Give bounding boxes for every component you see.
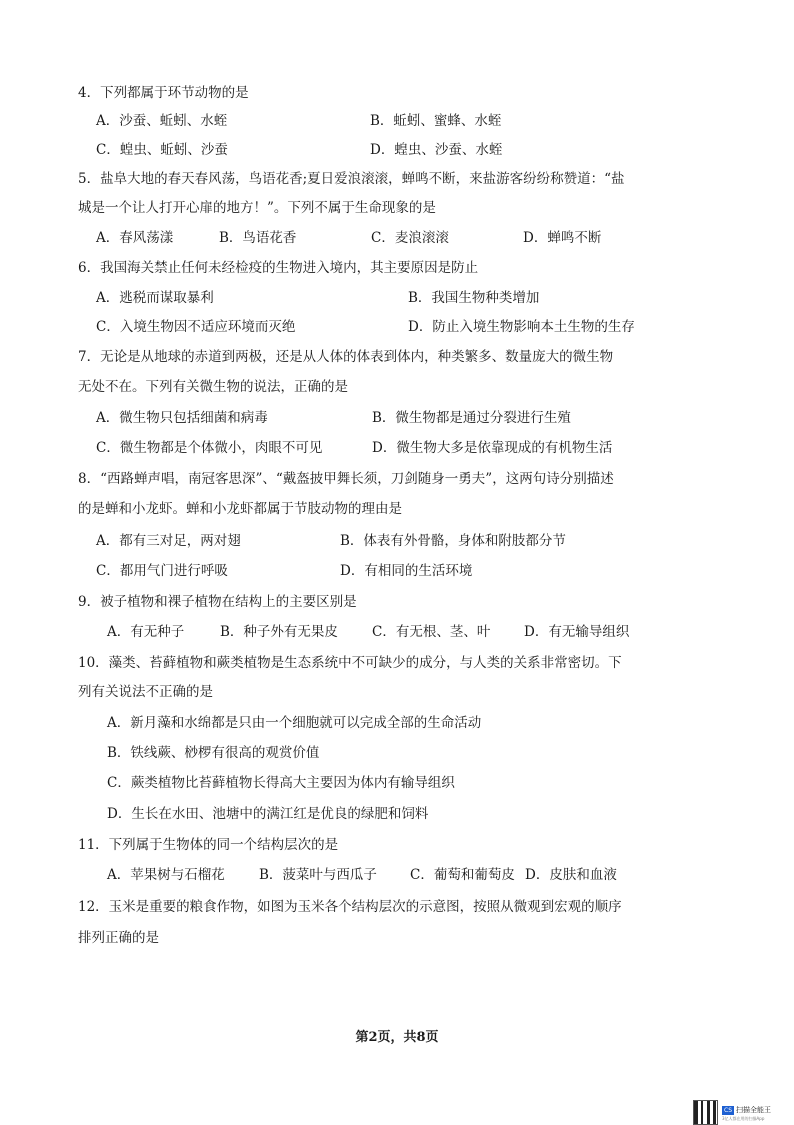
question-12-stem-line1: 12．玉米是重要的粮食作物，如图为玉米各个结构层次的示意图，按照从微观到宏观的顺序 <box>78 899 622 915</box>
question-4-option-b: B．蚯蚓、蜜蜂、水蛭 <box>370 113 502 129</box>
question-11-option-a: A．苹果树与石榴花 <box>107 867 225 883</box>
question-11-option-b: B．菠菜叶与西瓜子 <box>259 867 377 883</box>
question-4-option-d: D．蝗虫、沙蚕、水蛭 <box>370 142 503 158</box>
question-9-option-c: C．有无根、茎、叶 <box>372 624 491 640</box>
scanner-brand <box>722 1104 771 1116</box>
question-8-option-b: B．体表有外骨骼，身体和附肢都分节 <box>340 533 566 549</box>
question-9-stem: 9．被子植物和裸子植物在结构上的主要区别是 <box>78 594 357 610</box>
question-5-option-d: D．蝉鸣不断 <box>523 230 602 246</box>
question-10-option-b: B．铁线蕨、桫椤有很高的观赏价值 <box>107 745 320 761</box>
question-5-stem-line2: 城是一个让人打开心扉的地方！”。下列不属于生命现象的是 <box>78 200 436 216</box>
question-11-option-c: C．葡萄和葡萄皮 <box>410 867 515 883</box>
scanner-tagline: 3亿人都在用的扫描App <box>722 1116 765 1121</box>
question-10-stem-line1: 10．藻类、苔藓植物和蕨类植物是生态系统中不可缺少的成分，与人类的关系非常密切。下 <box>78 655 622 671</box>
question-4-stem: 4．下列都属于环节动物的是 <box>78 85 249 101</box>
question-4-option-c: C．蝗虫、蚯蚓、沙蚕 <box>96 142 228 158</box>
question-11-option-d: D．皮肤和血液 <box>525 867 617 883</box>
question-5-option-a: A．春风荡漾 <box>96 230 174 246</box>
question-5-stem-line1: 5．盐阜大地的春天春风荡，鸟语花香;夏日爱浪滚滚，蝉鸣不断，来盐游客纷纷称赞道：“盐 <box>78 171 625 187</box>
question-6-option-b: B．我国生物种类增加 <box>408 290 540 306</box>
question-6-option-c: C．入境生物因不适应环境而灭绝 <box>96 319 296 335</box>
question-8-option-d: D．有相同的生活环境 <box>340 563 473 579</box>
question-7-stem-line1: 7．无论是从地球的赤道到两极，还是从人体的体表到体内，种类繁多、数量庞大的微生物 <box>78 349 614 365</box>
question-6-stem: 6．我国海关禁止任何未经检疫的生物进入境内，其主要原因是防止 <box>78 260 479 276</box>
question-8-option-c: C．都用气门进行呼吸 <box>96 563 228 579</box>
question-4-option-a: A．沙蚕、蚯蚓、水蛭 <box>96 113 228 129</box>
question-5-option-b: B．鸟语花香 <box>219 230 297 246</box>
question-7-option-b: B．微生物都是通过分裂进行生殖 <box>372 410 571 426</box>
question-7-option-a: A．微生物只包括细菌和病毒 <box>96 410 268 426</box>
question-7-option-c: C．微生物都是个体微小，肉眼不可见 <box>96 440 323 456</box>
question-8-option-a: A．都有三对足，两对翅 <box>96 533 241 549</box>
scanner-logo-icon: CS <box>724 1106 732 1114</box>
qr-code-icon <box>693 1100 718 1125</box>
question-11-stem: 11．下列属于生物体的同一个结构层次的是 <box>78 837 339 853</box>
question-7-option-d: D．微生物大多是依靠现成的有机物生活 <box>372 440 613 456</box>
question-10-option-d: D．生长在水田、池塘中的满江红是优良的绿肥和饲料 <box>107 806 429 822</box>
question-10-option-c: C．蕨类植物比苔藓植物长得高大主要因为体内有输导组织 <box>107 775 455 791</box>
question-10-option-a: A．新月藻和水绵都是只由一个细胞就可以完成全部的生命活动 <box>107 715 482 731</box>
question-9-option-d: D．有无输导组织 <box>524 624 630 640</box>
question-7-stem-line2: 无处不在。下列有关微生物的说法，正确的是 <box>78 379 348 395</box>
scanner-brand-name: 扫描全能王 <box>736 1106 771 1114</box>
question-9-option-a: A．有无种子 <box>107 624 185 640</box>
question-8-stem-line1: 8．“西路蝉声唱，南冠客思深”、“戴盔披甲舞长须，刀剑随身一勇夫”，这两句诗分别描述 <box>78 471 614 487</box>
question-6-option-d: D．防止入境生物影响本土生物的生存 <box>408 319 635 335</box>
question-9-option-b: B．种子外有无果皮 <box>220 624 338 640</box>
page-number: 第2页，共8页 <box>355 1030 439 1045</box>
question-6-option-a: A．逃税而谋取暴利 <box>96 290 214 306</box>
question-10-stem-line2: 列有关说法不正确的是 <box>78 684 213 700</box>
question-8-stem-line2: 的是蝉和小龙虾。蝉和小龙虾都属于节肢动物的理由是 <box>78 501 402 517</box>
question-5-option-c: C．麦浪滚滚 <box>371 230 449 246</box>
question-12-stem-line2: 排列正确的是 <box>78 930 159 946</box>
